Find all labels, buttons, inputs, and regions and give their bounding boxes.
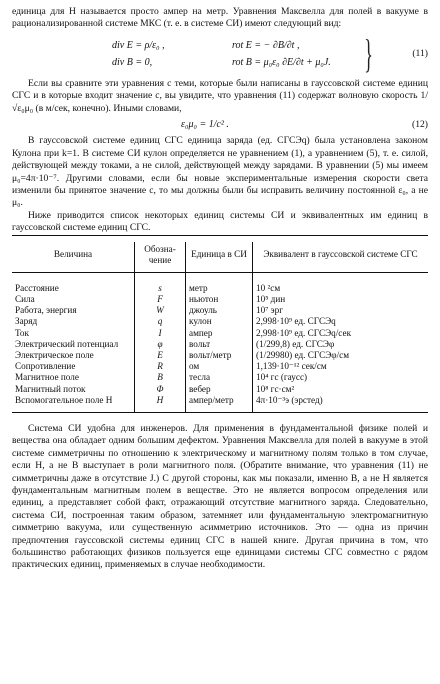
cell-si-unit: тесла <box>186 372 253 383</box>
units-table <box>12 235 428 413</box>
cell-quantity: Магнитное поле <box>15 372 79 383</box>
cell-quantity: Ток <box>15 327 29 338</box>
paragraph-list-intro: Ниже приводится список некоторых единиц системы СИ и эквивалентных им единиц в гауссовской системе единиц СГС. <box>12 209 428 234</box>
table-row <box>12 339 428 350</box>
table-row <box>12 350 428 361</box>
paragraph-charge-unit: В гауссовской системе единиц СГС единица заряда (ед. СГСЭq) была установлена законом Кулона при k=1. В системе СИ кулон определяется не уравнением (1), а уравнением (5), т. е. силой, действующей между токами, а не силой, действующей между зарядами. В уравнении (5) мы имеем μ₀=4π·10⁻⁷. Другими словами, если бы новые экспериментальные измерения скорости света изменили бы принятое значение c, то мы должны были бы исправить величину постоянной ε₀, а не μ₀. <box>12 135 428 209</box>
table-row <box>12 294 428 305</box>
intro-paragraph: единица для H называется просто ампер на метр. Уравнения Максвелла для полей в вакууме в рационализированной системе МКС (т. е. в системе СИ) имеют следующий вид: <box>12 6 428 30</box>
cell-si-unit: ньютон <box>186 294 253 305</box>
cell-si-unit: ампер <box>186 328 253 339</box>
cell-quantity: Электрическое поле <box>15 349 94 360</box>
cell-quantity: Вспомогательное поле H <box>15 394 113 405</box>
cell-cgs: 2,998·10⁹ ед. СГСЭq <box>253 316 429 327</box>
right-brace: } <box>364 30 373 76</box>
cell-quantity: Работа, энергия <box>15 305 77 316</box>
header-symbol: Обозна-чение <box>135 242 186 273</box>
table-row <box>12 395 428 412</box>
table-row <box>12 328 428 339</box>
cell-symbol: H <box>135 395 186 412</box>
cell-symbol: φ <box>135 339 186 350</box>
table-row <box>12 305 428 316</box>
cell-si-unit: вебер <box>186 384 253 395</box>
cell-si-unit: ампер/метр <box>186 395 253 412</box>
eq-eps-mu: ε₀μ₀ = 1/c² . <box>181 119 229 131</box>
header-quantity: Величина <box>12 242 135 273</box>
cell-si-unit: метр <box>186 272 253 294</box>
cell-cgs: 2,998·10⁹ ед. СГСЭq/сек <box>253 328 429 339</box>
cell-cgs: 10⁴ гс (гаусс) <box>253 372 429 383</box>
paragraph-compare: Если вы сравните эти уравнения с теми, которые были написаны в гауссовской системе единиц СГС и в которые входит значение c, вы увидите, что уравнения (11) содержат волновую скорость 1/√ε₀μ₀ (в м/сек, конечно). Иными словами, <box>12 77 428 114</box>
cell-cgs: 4π·10⁻³э (эрстед) <box>253 395 429 412</box>
cell-symbol: F <box>135 294 186 305</box>
cell-symbol: q <box>135 316 186 327</box>
table-row <box>12 361 428 372</box>
cell-cgs: (1/299,8) ед. СГСЭφ <box>253 339 429 350</box>
eq-div-b: div B = 0, <box>112 56 153 68</box>
cell-symbol: E <box>135 350 186 361</box>
eq-rot-e: rot E = − ∂B/∂t , <box>232 39 300 51</box>
table-row <box>12 316 428 327</box>
equation-number-12: (12) <box>412 119 428 131</box>
paragraph-si-conclusion: Система СИ удобна для инженеров. Для применения в фундаментальной физике полей и вещества она обладает одним большим дефектом. Уравнения Максвелла для полей в вакууме в этой системе симметричны по отношению к электрическому и магнитному полям только в том случае, если H, а не B выступает в роли магнитного поля. (Обратите внимание, что уравнения (11) не симметричны даже в отсутствие J.) С другой стороны, как мы показали, именно B, а не H является фундаментальным магнитным полем в веществе. Это не является вопросом определения или единиц, а представляет собой факт, отражающий отсутствие магнитного заряда. Следовательно, система СИ, построенная таким образом, затемняет или фундаментальную электромагнитную симметрию вакуума, или существенную асимметрию источников. Это — одна из причин предпочтения гауссовской системы единиц СГС в нашей книге. Другая причина в том, что большинство работающих физиков пользуется еще единицами системы СГС совместно с рядом практических единиц, применяемых в случае необходимости. <box>12 422 428 571</box>
header-cgs-equivalent: Эквивалент в гауссовской системе СГС <box>253 242 429 273</box>
cell-symbol: s <box>135 272 186 294</box>
cell-si-unit: ом <box>186 361 253 372</box>
cell-symbol: Φ <box>135 384 186 395</box>
header-si-unit: Единица в СИ <box>186 242 253 273</box>
cell-symbol: R <box>135 361 186 372</box>
cell-cgs: 10 ²см <box>253 272 429 294</box>
cell-quantity: Сила <box>15 293 35 304</box>
cell-cgs: 10⁵ дин <box>253 294 429 305</box>
cell-si-unit: джоуль <box>186 305 253 316</box>
maxwell-equations <box>12 30 428 76</box>
cell-symbol: W <box>135 305 186 316</box>
cell-cgs: (1/29980) ед. СГСЭφ/см <box>253 350 429 361</box>
cell-quantity: Заряд <box>15 316 38 327</box>
cell-quantity: Магнитный поток <box>15 383 86 394</box>
equation-number-11: (11) <box>412 47 428 59</box>
cell-si-unit: вольт/метр <box>186 350 253 361</box>
cell-symbol: I <box>135 328 186 339</box>
table-header-row <box>12 242 428 273</box>
cell-si-unit: кулон <box>186 316 253 327</box>
cell-cgs: 10⁷ эрг <box>253 305 429 316</box>
table-row <box>12 272 428 294</box>
table-row <box>12 384 428 395</box>
cell-quantity: Электрический потенциал <box>15 338 119 349</box>
cell-quantity: Сопротивление <box>15 361 76 372</box>
eq-rot-b: rot B = μ₀ε₀ ∂E/∂t + μ₀J. <box>232 56 331 68</box>
eq-div-e: div E = ρ/ε₀ , <box>112 39 165 51</box>
equation-12 <box>12 119 428 131</box>
cell-si-unit: вольт <box>186 339 253 350</box>
cell-cgs: 10⁸ гс·см² <box>253 384 429 395</box>
cell-symbol: B <box>135 372 186 383</box>
cell-quantity: Расстояние <box>15 282 59 293</box>
cell-cgs: 1,139·10⁻¹² сек/см <box>253 361 429 372</box>
table-row <box>12 372 428 383</box>
